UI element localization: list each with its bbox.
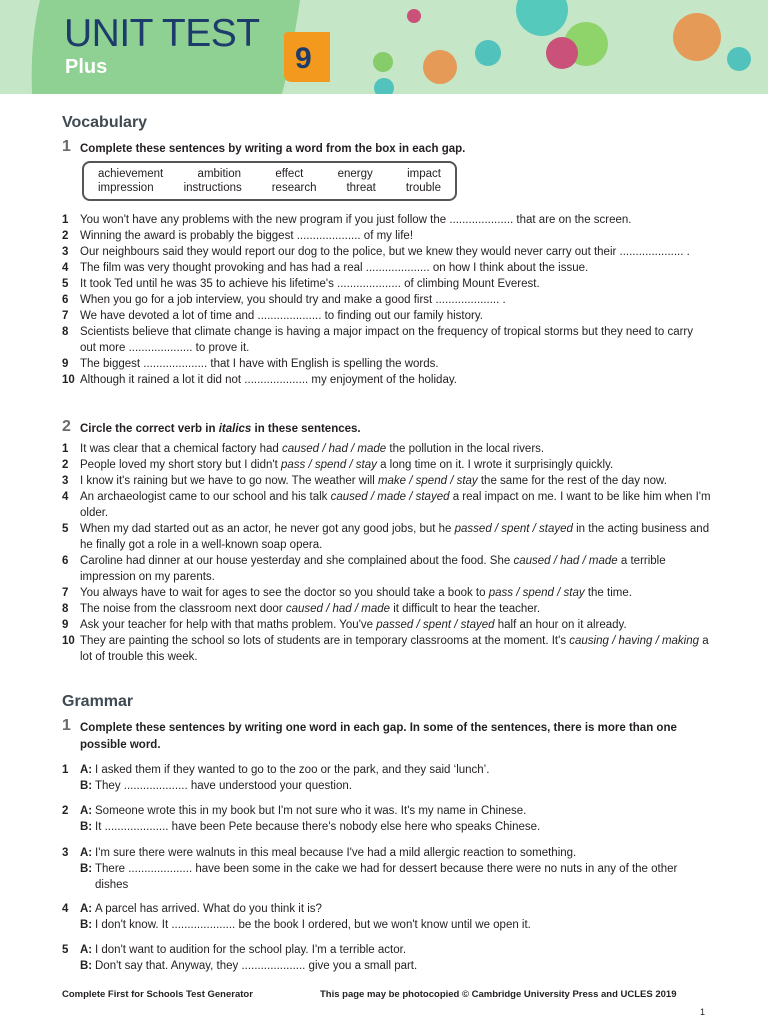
list-item (62, 633, 712, 665)
dialogue-line (62, 942, 712, 958)
dialogue-text: I don't know. It .................... be the book I ordered, but we won't know until we open it. (95, 919, 531, 931)
item-number: 1 (62, 443, 69, 455)
item-number: 5 (62, 278, 69, 290)
exercise-number: 2 (62, 418, 71, 435)
item-text: half an hour on it already. (494, 619, 627, 631)
list-item (62, 356, 712, 372)
exercise-instruction: Complete these sentences by writing one word in each gap. In some of the sentences, there is more than one possible word. (80, 722, 677, 751)
item-number: 4 (62, 903, 69, 915)
verb-options: make / spend / stay (377, 475, 478, 487)
speaker-label: B: (80, 919, 93, 931)
dialogue-line (62, 958, 712, 974)
instruction-part: Circle the correct verb in (80, 423, 219, 435)
decor-circle (373, 52, 393, 72)
grammar-ex1-header (62, 717, 712, 754)
verb-options: caused / had / made (513, 555, 618, 567)
item-text: a lot of trouble this week. (80, 635, 709, 663)
item-text: a real impact on me. I want to be like him when I'm older. (80, 491, 711, 519)
verb-options: caused / made / stayed (330, 491, 450, 503)
item-text: It was clear that a chemical factory had (80, 443, 282, 455)
item-number: 6 (62, 555, 69, 567)
dialogue-line (62, 762, 712, 778)
speaker-label: B: (80, 863, 93, 875)
item-text: a long time on it. I wrote it surprisingly quickly. (376, 459, 614, 471)
item-text: When you go for a job interview, you should try and make a good first .................... . (80, 294, 506, 306)
item-number: 3 (62, 847, 69, 859)
dialogue-line (62, 901, 712, 917)
item-number: 1 (62, 214, 69, 226)
item-text: the time. (584, 587, 632, 599)
decor-circle (475, 40, 501, 66)
item-text: a terrible impression on my parents. (80, 555, 666, 583)
unit-number: 9 (295, 42, 312, 75)
item-number: 7 (62, 587, 69, 599)
list-item (62, 276, 712, 292)
box-word: impact (407, 168, 441, 180)
item-text: in the acting business and he finally got a role in a well-known soap opera. (80, 523, 710, 551)
item-text: When my dad started out as an actor, he never got any good jobs, but he (80, 523, 455, 535)
footer-right: This page may be photocopied © Cambridge University Press and UCLES 2019 (320, 989, 677, 1000)
decor-circle (407, 9, 421, 23)
item-number: 3 (62, 246, 69, 258)
verb-options: caused / had / made (281, 443, 387, 455)
verb-options: caused / had / made (285, 603, 391, 615)
item-number: 8 (62, 603, 69, 615)
list-item (62, 372, 712, 388)
footer-left: Complete First for Schools Test Generator (62, 989, 253, 1000)
decor-circle (546, 37, 578, 69)
dialogue-line (62, 778, 712, 794)
dialogue-text: I'm sure there were walnuts in this meal because I've had a mild allergic reaction to something. (95, 847, 577, 859)
grammar-heading: Grammar (62, 693, 134, 710)
vocabulary-heading: Vocabulary (62, 114, 148, 131)
item-number: 5 (62, 944, 69, 956)
speaker-label: B: (80, 960, 93, 972)
box-word: effect (275, 168, 304, 180)
word-box-row (98, 182, 441, 194)
item-number: 10 (62, 635, 75, 647)
item-number: 2 (62, 459, 69, 471)
speaker-label: A: (80, 944, 93, 956)
dialogue-item (62, 845, 712, 893)
dialogue-line (62, 861, 712, 893)
exercise-instruction (80, 421, 712, 438)
item-text: Our neighbours said they would report our dog to the police, but we knew they would never carry out their .................... . (80, 246, 690, 258)
verb-options: causing / having / making (569, 635, 700, 647)
item-number: 9 (62, 619, 69, 631)
item-text: Scientists believe that climate change is having a major impact on the frequency of tropical storms but they need to carry out more .................... to prove it. (80, 326, 694, 354)
dialogue-item (62, 762, 712, 794)
item-text: It took Ted until he was 35 to achieve his lifetime's .................... of climbing Mount Everest. (80, 278, 540, 290)
item-number: 7 (62, 310, 69, 322)
box-word: trouble (405, 182, 441, 194)
box-word: impression (98, 182, 154, 194)
speaker-label: A: (80, 764, 93, 776)
item-text: The film was very thought provoking and has had a real .................... on how I think about the issue. (80, 262, 589, 274)
vocab-ex2-header (62, 418, 712, 438)
dialogue-line (62, 917, 712, 933)
instruction-part: in these sentences. (251, 423, 361, 435)
dialogue-text: Don't say that. Anyway, they .................... give you a small part. (95, 960, 418, 972)
exercise-number: 1 (62, 138, 71, 155)
dialogue-item (62, 942, 712, 974)
list-item (62, 521, 712, 553)
decor-circle (374, 78, 394, 94)
word-box-row (98, 168, 441, 180)
list-item (62, 601, 712, 617)
speaker-label: B: (80, 780, 93, 792)
exercise-instruction: Complete these sentences by writing a word from the box in each gap. (80, 143, 466, 155)
verb-options: passed / spent / stayed (376, 619, 495, 631)
verb-options: pass / spend / stay (281, 459, 377, 471)
item-number: 4 (62, 491, 69, 503)
item-text: the pollution in the local rivers. (386, 443, 545, 455)
list-item (62, 457, 712, 473)
item-number: 6 (62, 294, 69, 306)
dialogue-text: There .................... have been some in the cake we had for dessert because there were no nuts in any of the other dishes (95, 863, 678, 891)
item-text: the same for the rest of the day now. (477, 475, 667, 487)
page-subtitle: Plus (65, 56, 108, 78)
item-text: They are painting the school so lots of students are in temporary classrooms at the moment. It's (80, 635, 570, 647)
item-text: Although it rained a lot it did not .................... my enjoyment of the holiday. (80, 374, 457, 386)
list-item (62, 244, 712, 260)
box-word: achievement (98, 168, 164, 180)
list-item (62, 212, 712, 228)
dialogue-line (62, 803, 712, 819)
vocab-ex2-list (62, 441, 712, 665)
item-text: I know it's raining but we have to go now. The weather will (80, 475, 378, 487)
decor-circle (423, 50, 457, 84)
list-item (62, 441, 712, 457)
item-number: 1 (62, 764, 69, 776)
box-word: instructions (183, 182, 242, 194)
item-number: 2 (62, 805, 69, 817)
list-item (62, 489, 712, 521)
item-text: Winning the award is probably the biggest .................... of my life! (80, 230, 414, 242)
item-text: it difficult to hear the teacher. (390, 603, 541, 615)
item-number: 4 (62, 262, 69, 274)
item-number: 9 (62, 358, 69, 370)
box-word: research (271, 182, 317, 194)
vocab-ex1-list (62, 212, 712, 388)
dialogue-text: They .................... have understood your question. (95, 780, 352, 792)
list-item (62, 228, 712, 244)
speaker-label: B: (80, 821, 93, 833)
box-word: ambition (197, 168, 242, 180)
item-text: The biggest .................... that I have with English is spelling the words. (80, 358, 439, 370)
item-text: People loved my short story but I didn't (80, 459, 281, 471)
dialogue-item (62, 803, 712, 835)
item-number: 8 (62, 326, 69, 338)
item-number: 10 (62, 374, 75, 386)
item-number: 5 (62, 523, 69, 535)
list-item (62, 553, 712, 585)
verb-options: passed / spent / stayed (454, 523, 573, 535)
item-text: You always have to wait for ages to see the doctor so you should take a book to (80, 587, 489, 599)
dialogue-line (62, 845, 712, 861)
decor-circle (727, 47, 751, 71)
vocab-ex1-header (62, 138, 712, 158)
dialogue-text: I asked them if they wanted to go to the zoo or the park, and they said ‘lunch’. (95, 764, 490, 776)
dialogue-text: It .................... have been Pete because there's nobody else here who speaks Chinese. (95, 821, 541, 833)
box-word: energy (337, 168, 373, 180)
list-item (62, 585, 712, 601)
list-item (62, 617, 712, 633)
item-text: We have devoted a lot of time and .................... to finding out our family history. (80, 310, 483, 322)
item-text: The noise from the classroom next door (80, 603, 286, 615)
dialogue-line (62, 819, 712, 835)
box-word: threat (346, 182, 376, 194)
item-text: You won't have any problems with the new program if you just follow the .................... that are on the screen. (80, 214, 632, 226)
decor-circle (516, 0, 568, 36)
speaker-label: A: (80, 805, 93, 817)
item-text: Caroline had dinner at our house yesterday and she complained about the food. She (80, 555, 514, 567)
instruction-italic: italics (218, 423, 252, 435)
item-text: Ask your teacher for help with that maths problem. You've (80, 619, 377, 631)
dialogue-item (62, 901, 712, 933)
speaker-label: A: (80, 903, 93, 915)
item-number: 3 (62, 475, 69, 487)
list-item (62, 308, 712, 324)
verb-options: pass / spend / stay (488, 587, 585, 599)
list-item (62, 473, 712, 489)
exercise-number: 1 (62, 717, 71, 734)
word-box (82, 161, 457, 201)
list-item (62, 260, 712, 276)
list-item (62, 292, 712, 308)
item-number: 2 (62, 230, 69, 242)
page-number: 1 (700, 1007, 706, 1017)
header-banner (0, 0, 768, 94)
speaker-label: A: (80, 847, 93, 859)
list-item (62, 324, 712, 356)
decor-circle (673, 13, 721, 61)
dialogue-text: A parcel has arrived. What do you think it is? (95, 903, 322, 915)
dialogue-text: I don't want to audition for the school play. I'm a terrible actor. (95, 944, 407, 956)
page-title: UNIT TEST (64, 12, 260, 55)
item-text: An archaeologist came to our school and his talk (80, 491, 331, 503)
dialogue-text: Someone wrote this in my book but I'm not sure who it was. It's my name in Chinese. (95, 805, 527, 817)
